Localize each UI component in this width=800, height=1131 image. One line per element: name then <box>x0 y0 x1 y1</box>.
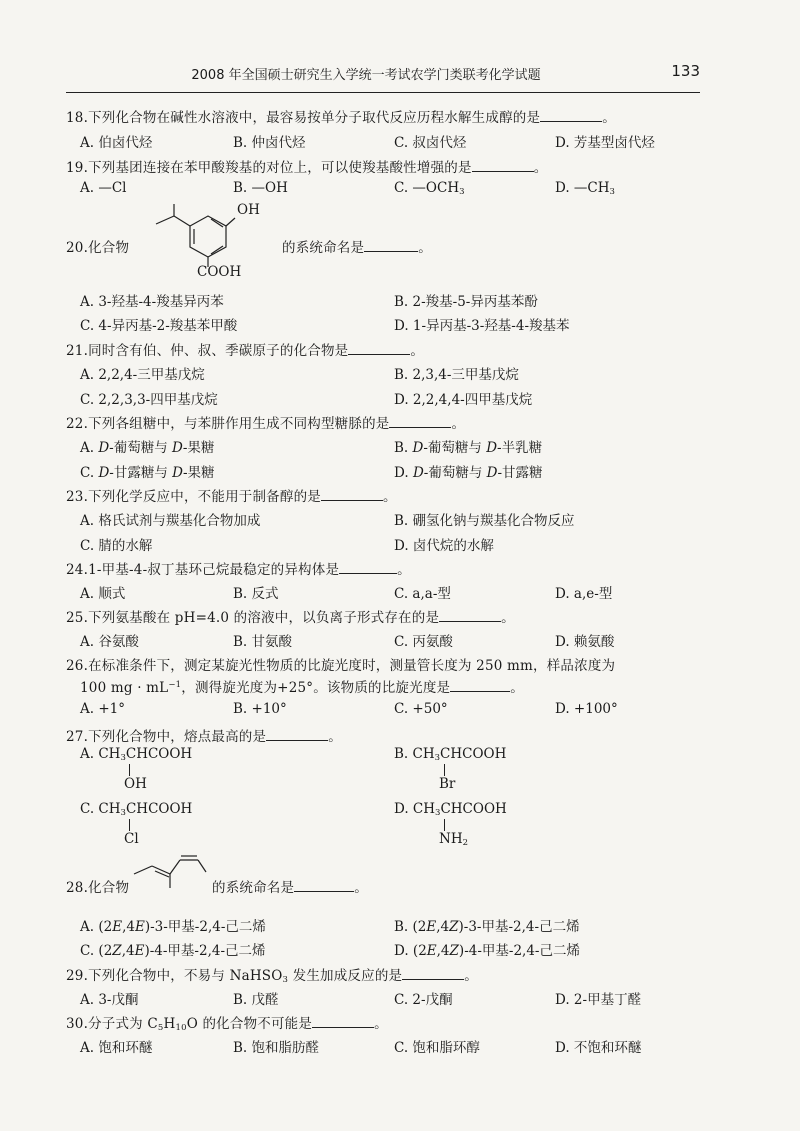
page-header <box>66 58 700 93</box>
question-25-option-c: C. 丙氨酸 <box>394 634 453 650</box>
question-28-stem-prefix: 28.化合物 <box>66 880 130 896</box>
question-25-option-a: A. 谷氨酸 <box>80 634 139 650</box>
question-27-option-c: C. $CH_3CHCOOH$ <box>80 801 193 818</box>
question-18-stem: 18.下列化合物在碱性水溶液中，最容易按单分子取代反应历程水解生成醇的是 。 <box>66 110 616 126</box>
question-24-option-a: A. 顺式 <box>80 586 126 602</box>
question-19-option-b: B. —OH <box>233 180 288 196</box>
question-28-option-d: D. (2E,4Z)-4-甲基-2,4-己二烯 <box>394 943 580 959</box>
question-22-option-a: A. D-葡萄糖与 D-果糖 <box>80 440 215 456</box>
question-18-option-c: C. 叔卤代烃 <box>394 135 467 151</box>
question-27-option-d-bond <box>444 819 445 831</box>
question-23-option-c: C. 腈的水解 <box>80 538 153 554</box>
question-26-stem: 26.在标准条件下，测定某旋光性物质的比旋光度时，测量管长度为 250 mm，样品浓度为 <box>66 658 616 674</box>
question-29-option-b: B. 戊醛 <box>233 992 279 1008</box>
question-30-option-c: C. 饱和脂环醇 <box>394 1040 480 1056</box>
question-19-option-a: A. —Cl <box>80 180 127 196</box>
question-20-stem: 的系统命名是 。 <box>282 240 432 256</box>
question-29-option-c: C. 2-戊酮 <box>394 992 453 1008</box>
question-21-option-a: A. 2,2,4-三甲基戊烷 <box>80 367 205 383</box>
question-24-option-b: B. 反式 <box>233 586 279 602</box>
question-28-option-a: A. (2E,4E)-3-甲基-2,4-己二烯 <box>80 919 266 935</box>
question-19-option-d: D. $—CH_3$ <box>555 180 615 197</box>
question-20-stem-prefix: 20.化合物 <box>66 240 130 256</box>
question-18-option-d: D. 芳基型卤代烃 <box>555 135 655 151</box>
question-24-option-d: D. a,e-型 <box>555 586 613 602</box>
question-24-stem: 24.1-甲基-4-叔丁基环己烷最稳定的异构体是 。 <box>66 562 411 578</box>
question-23-option-d: D. 卤代烷的水解 <box>394 538 494 554</box>
question-28-option-c: C. (2Z,4E)-4-甲基-2,4-己二烯 <box>80 943 266 959</box>
question-26-option-c: C. +50° <box>394 701 448 717</box>
question-20-option-c: C. 4-异丙基-2-羧基苯甲酸 <box>80 318 238 334</box>
question-20-option-d: D. 1-异丙基-3-羟基-4-羧基苯 <box>394 318 570 334</box>
question-18-option-a: A. 伯卤代烃 <box>80 135 153 151</box>
question-20-option-b: B. 2-羧基-5-异丙基苯酚 <box>394 294 538 310</box>
question-27-option-d: D. $CH_3CHCOOH$ <box>394 801 507 818</box>
question-26-stem-line2: 100 mg · $mL^{-1}$，测得旋光度为+25°。该物质的比旋光度是 。 <box>80 680 524 696</box>
question-25-stem: 25.下列氨基酸在 pH=4.0 的溶液中，以负离子形式存在的是 。 <box>66 610 515 626</box>
question-21-option-b: B. 2,3,4-三甲基戊烷 <box>394 367 519 383</box>
question-22-option-b: B. D-葡萄糖与 D-半乳糖 <box>394 440 543 456</box>
question-21-option-c: C. 2,2,3,3-四甲基戊烷 <box>80 392 218 408</box>
question-27-option-d-group: $NH_2$ <box>439 831 469 848</box>
question-27-option-a: A. $CH_3CHCOOH$ <box>80 746 193 763</box>
question-22-option-c: C. D-甘露糖与 D-果糖 <box>80 465 215 481</box>
question-27-option-a-bond <box>129 764 130 776</box>
question-27-option-b-bond <box>444 764 445 776</box>
question-29-stem: 29.下列化合物中，不易与 NaHSO$_3$ 发生加成反应的是 。 <box>66 968 478 985</box>
question-20-option-a: A. 3-羟基-4-羧基异丙苯 <box>80 294 224 310</box>
question-26-option-b: B. +10° <box>233 701 287 717</box>
question-27-option-a-group: OH <box>124 776 147 792</box>
question-22-stem: 22.下列各组糖中，与苯肼作用生成不同构型糖脎的是 。 <box>66 416 466 432</box>
header-title: 2008 年全国硕士研究生入学统一考试农学门类联考化学试题 <box>191 68 541 83</box>
question-25-option-b: B. 甘氨酸 <box>233 634 293 650</box>
question-28-stem: 的系统命名是 。 <box>212 880 368 896</box>
question-30-option-a: A. 饱和环醚 <box>80 1040 153 1056</box>
question-25-option-d: D. 赖氨酸 <box>555 634 615 650</box>
question-27-option-b: B. $CH_3CHCOOH$ <box>394 746 507 763</box>
page-number: 133 <box>671 62 700 80</box>
question-30-option-b: B. 饱和脂肪醛 <box>233 1040 320 1056</box>
question-27-option-c-bond <box>129 819 130 831</box>
structure-q20-oh: OH <box>237 202 260 218</box>
question-26-option-a: A. +1° <box>80 701 125 717</box>
structure-q20-cooh: COOH <box>197 264 242 280</box>
question-27-option-b-group: Br <box>439 776 456 792</box>
question-29-option-d: D. 2-甲基丁醛 <box>555 992 642 1008</box>
question-19-stem: 19.下列基团连接在苯甲酸羧基的对位上，可以使羧基酸性增强的是 。 <box>66 160 548 176</box>
question-21-stem: 21.同时含有伯、仲、叔、季碳原子的化合物是 。 <box>66 343 425 359</box>
question-26-option-d: D. +100° <box>555 701 618 717</box>
question-24-option-c: C. a,a-型 <box>394 586 451 602</box>
question-30-stem: 30.分子式为 $C_5H_{10}O$ 的化合物不可能是 。 <box>66 1016 388 1033</box>
question-18-option-b: B. 仲卤代烃 <box>233 135 306 151</box>
question-22-option-d: D. D-葡萄糖与 D-甘露糖 <box>394 465 543 481</box>
question-29-option-a: A. 3-戊酮 <box>80 992 139 1008</box>
question-21-option-d: D. 2,2,4,4-四甲基戊烷 <box>394 392 533 408</box>
question-23-option-b: B. 硼氢化钠与羰基化合物反应 <box>394 513 575 529</box>
question-27-option-c-group: Cl <box>124 831 139 847</box>
question-28-option-b: B. (2E,4Z)-3-甲基-2,4-己二烯 <box>394 919 580 935</box>
structure-q28 <box>130 852 210 894</box>
question-19-option-c: C. $—OCH_3$ <box>394 180 465 197</box>
question-23-stem: 23.下列化学反应中，不能用于制备醇的是 。 <box>66 489 397 505</box>
question-27-stem: 27.下列化合物中，熔点最高的是 。 <box>66 729 342 745</box>
question-23-option-a: A. 格氏试剂与羰基化合物加成 <box>80 513 261 529</box>
question-30-option-d: D. 不饱和环醚 <box>555 1040 642 1056</box>
